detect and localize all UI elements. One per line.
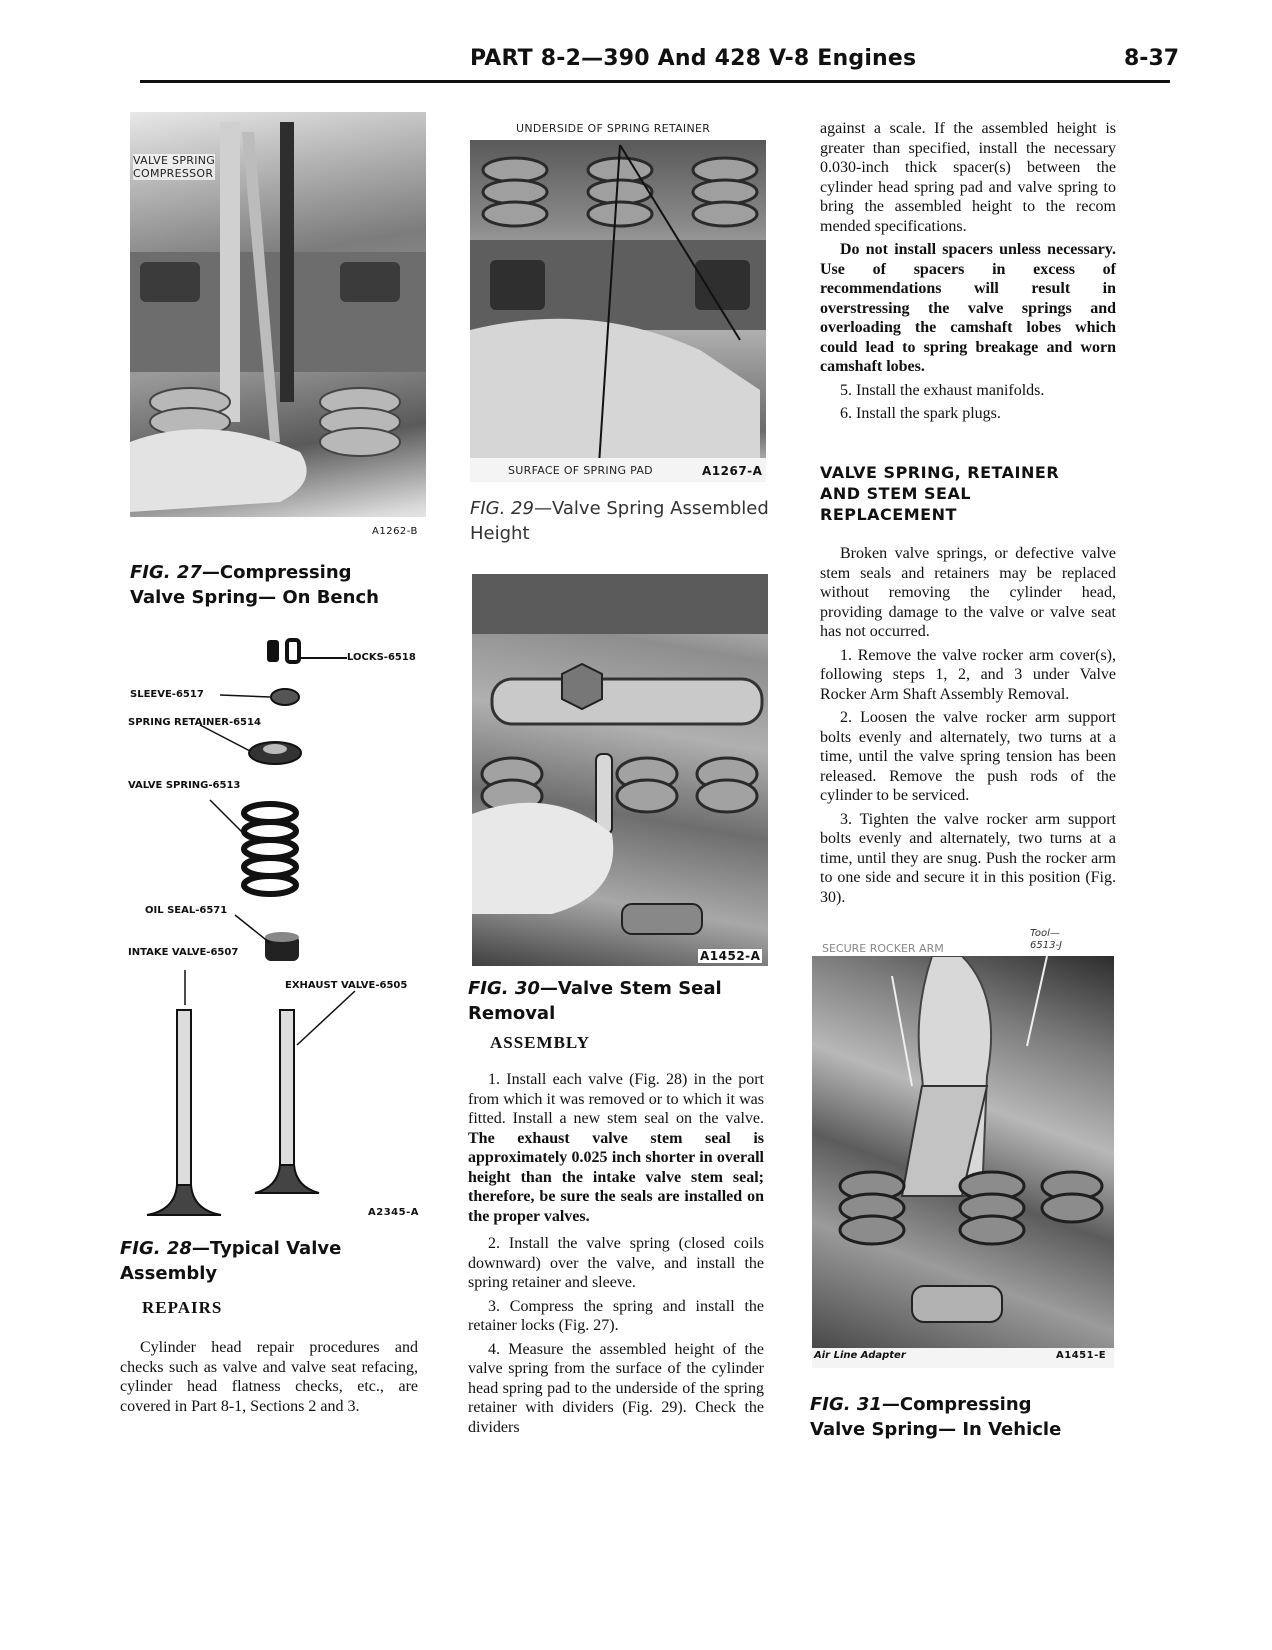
fig29-bottom-label: SURFACE OF SPRING PAD: [508, 464, 653, 477]
right-column-top: [820, 119, 1116, 424]
fig29-top-label: UNDERSIDE OF SPRING RETAINER: [516, 122, 711, 135]
assembly-step-1-bold: The exhaust valve stem seal is approximately 0.025 inch shorter in overall height than the intake valve stem seal; therefore, be sure the seals are installed on the proper valves.: [468, 1129, 764, 1225]
fig28-label-spring: VALVE SPRING-6513: [128, 780, 241, 791]
assembly-step-2: 2. Install the valve spring (closed coils downward) over the valve, and install the spring retainer and sleeve.: [468, 1235, 764, 1291]
assembly-body: [468, 1070, 764, 1437]
page-number: 8-37: [1124, 46, 1180, 71]
fig29-code: A1267-A: [702, 464, 763, 478]
assembly-step-1: [468, 1070, 764, 1226]
fig31-adapter-label: Air Line Adapter: [814, 1350, 906, 1361]
fig28-label-retainer: SPRING RETAINER-6514: [128, 717, 261, 728]
fig31-photo: [812, 956, 1114, 1368]
fig29-caption: [470, 496, 770, 546]
fig31-caption-text: —Compressing Valve Spring— In Vehicle: [810, 1394, 1062, 1440]
fig29-caption-text: —Valve Spring Assembled Height: [470, 498, 769, 544]
fig31-caption-number: FIG. 31: [810, 1394, 882, 1415]
valve-spring-step-1: 1. Remove the valve rocker arm cover(s), following steps 1, 2, and 3 under Valve Rocker Arm Shaft Assembly Removal.: [820, 646, 1116, 703]
right-column-bottom: [820, 544, 1116, 907]
fig28-diagram: [125, 625, 425, 1225]
valve-spring-intro: Broken valve springs, or defective valve stem seals and retainers may be replaced without removing the cylinder head, providing damage to the valve or valve seat has not occurred.: [820, 545, 1116, 640]
repairs-heading: REPAIRS: [142, 1298, 223, 1317]
assembly-step-4-continued: against a scale. If the assembled height is greater than specified, install the necessary 0.030-inch thick spacer(s) between the cylinder head spring pad and valve spring to bring the assembled height to the recom mended specifications.: [820, 120, 1116, 235]
fig28-code: A2345-A: [368, 1207, 419, 1218]
repairs-paragraph: Cylinder head repair procedures and checks such as valve and valve seat refacing, cylinder head flatness checks, etc., are covered in Part 8-1, Sections 2 and 3.: [120, 1339, 418, 1415]
fig29-photo: [470, 140, 766, 482]
assembly-heading: ASSEMBLY: [490, 1033, 590, 1052]
valve-spring-step-3: 3. Tighten the valve rocker arm support bolts evenly and alternately, two turns at a time, until they are snug. Push the rocker arm to one side and secure it in this position (Fig. 30).: [820, 810, 1116, 906]
fig28-label-exhaust: EXHAUST VALVE-6505: [285, 980, 408, 991]
assembly-step-1-text: 1. Install each valve (Fig. 28) in the port from which it was removed or to which it was fitted. Install a new stem seal on the valve.: [468, 1071, 764, 1127]
fig27-caption: [130, 560, 410, 610]
fig30-caption-number: FIG. 30: [468, 978, 540, 999]
header-rule: [140, 80, 1170, 83]
fig27-photo: [130, 112, 426, 544]
valve-spring-section-heading: VALVE SPRING, RETAINER AND STEM SEAL REPLACEMENT: [820, 463, 1060, 524]
fig30-code: A1452-A: [700, 949, 761, 963]
repairs-body: [120, 1338, 418, 1416]
spacer-warning: [820, 240, 1116, 377]
fig31-secure-label: SECURE ROCKER ARM: [822, 942, 944, 955]
fig30-caption: [468, 976, 768, 1026]
fig28-label-seal: OIL SEAL-6571: [145, 905, 228, 916]
fig31-code: A1451-E: [1056, 1350, 1107, 1361]
spacer-warning-text: Do not install spacers unless necessary. Use of spacers in excess of recommendations will result in overstressing the valve springs and overloading the camshaft lobes which could lead to spring breakage and worn camshaft lobes.: [820, 241, 1116, 375]
fig27-caption-text: —Compressing Valve Spring— On Bench: [130, 562, 379, 608]
fig28-caption-number: FIG. 28: [120, 1238, 192, 1259]
fig29-caption-number: FIG. 29: [470, 498, 534, 519]
fig31-tool-label: Tool— 6513-J: [1030, 928, 1063, 951]
fig27-tool-label: VALVE SPRING COMPRESSOR: [133, 154, 216, 180]
fig28-caption: [120, 1236, 420, 1286]
fig27-caption-number: FIG. 27: [130, 562, 202, 583]
assembly-step-3: 3. Compress the spring and install the retainer locks (Fig. 27).: [468, 1297, 764, 1334]
fig31-caption: [810, 1392, 1080, 1442]
assembly-step-6: 6. Install the spark plugs.: [840, 405, 1001, 422]
fig28-caption-text: —Typical Valve Assembly: [120, 1238, 342, 1284]
fig27-code: A1262-B: [372, 526, 418, 537]
fig30-photo: [472, 574, 768, 966]
fig28-label-intake: INTAKE VALVE-6507: [128, 947, 239, 958]
fig28-label-sleeve: SLEEVE-6517: [130, 689, 204, 700]
fig28-label-locks: LOCKS-6518: [347, 652, 416, 663]
valve-spring-step-2: 2. Loosen the valve rocker arm support bolts evenly and alternately, two turns at a time, until the valve spring tension has been released. Remove the push rods of the cylinder to be serviced.: [820, 709, 1116, 804]
fig30-caption-text: —Valve Stem Seal Removal: [468, 978, 722, 1024]
assembly-step-4: 4. Measure the assembled height of the valve spring from the surface of the cylinder head spring pad to the underside of the spring retainer with dividers (Fig. 29). Check the dividers: [468, 1340, 764, 1436]
page-header-title: PART 8-2—390 And 428 V-8 Engines: [470, 46, 917, 71]
assembly-step-5: 5. Install the exhaust manifolds.: [840, 381, 1045, 399]
